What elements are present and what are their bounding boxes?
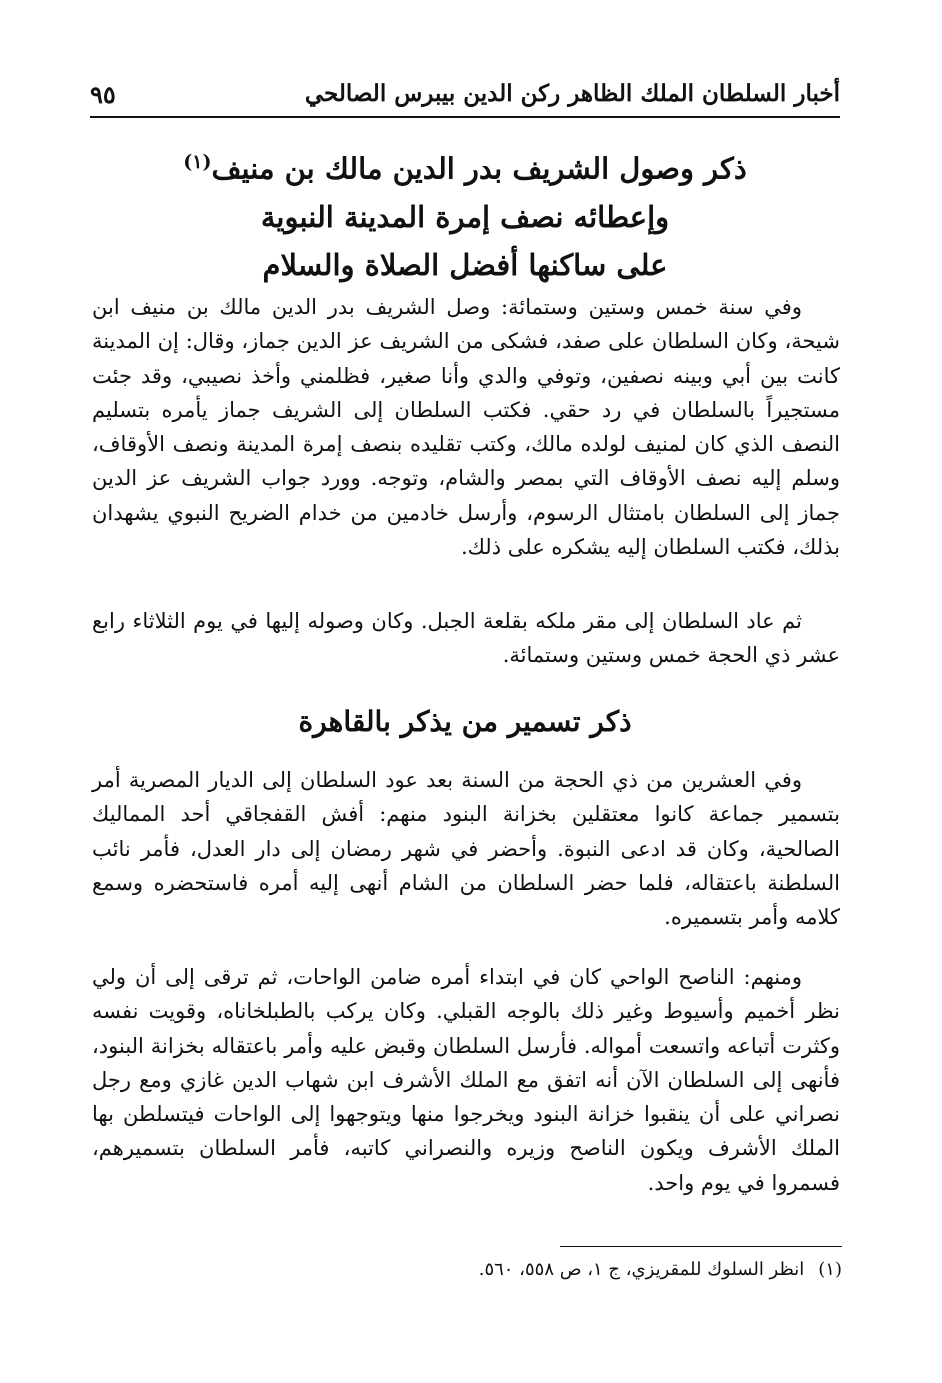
heading-line-1 [90, 138, 840, 193]
page-number: ٩٥ [90, 80, 116, 109]
heading-line-1-text: ذكر وصول الشريف بدر الدين مالك بن منيف [211, 151, 747, 186]
footnote-reference: (١) [183, 151, 212, 173]
footnote-divider [560, 1246, 842, 1247]
heading-line-3: على ساكنها أفضل الصلاة والسلام [262, 247, 668, 282]
paragraph-nailing-second: ومنهم: الناصح الواحي كان في ابتداء أمره ضامن الواحات، ثم ترقى إلى أن ولي نظر أخميم وأسيوط وغير ذلك بالوجه القبلي. وكان يركب بالطبلخاناه، وقويت نفسه وكثرت أتباعه واتسعت أمواله. فأرسل السلطان وقبض عليه وأمر باعتقاله بخزانة البنود، فأنهى إلى السلطان الآن أنه اتفق مع الملك الأشرف ابن شهاب الدين غازي ومع رجل نصراني على أن ينقبوا خزانة البنود ويخرجوا منها ويتوجهوا إلى الواحات فيتسلطن بها الملك الأشرف ويكون الناصح وزيره والنصراني كاتبه، فأمر السلطان بتسميرهم، فسمروا في يوم واحد. [92, 965, 840, 1195]
section-heading-arrival [90, 138, 840, 289]
paragraph-arrival: وفي سنة خمس وستين وستمائة: وصل الشريف بدر الدين مالك بن منيف ابن شيحة، وكان السلطان على صفد، فشكى من الشريف عز الدين جماز، وقال: إن المدينة كانت بين أبي وبينه نصفين، وتوفي والدي وأنا صغير، فظلمني وأخذ نصيبي، وقد جئت مستجيراً بالسلطان في رد حقي. فكتب السلطان إلى الشريف جماز يأمره بتسليم النصف الذي كان لمنيف لولده مالك، وكتب تقليده بنصف إمرة المدينة ونصف الأوقاف، وسلم إليه نصف الأوقاف التي بمصر والشام، وتوجه. وورد جواب الشريف عز الدين جماز إلى السلطان بامتثال الرسوم، وأرسل خادمين من خدام الضريح النبوي يشهدان بذلك، فكتب السلطان إليه يشكره على ذلك. [92, 295, 840, 560]
footnote-text: انظر السلوك للمقريزي، ج ١، ص ٥٥٨، ٥٦٠. [478, 1259, 805, 1280]
footnote [242, 1257, 842, 1283]
section-heading-nailing: ذكر تسمير من يذكر بالقاهرة [298, 705, 632, 738]
running-header [90, 78, 840, 118]
footnote-marker: (١) [818, 1259, 842, 1280]
paragraph-nailing-first: وفي العشرين من ذي الحجة من السنة بعد عود السلطان إلى الديار المصرية أمر بتسمير جماعة كانوا معتقلين بخزانة البنود منهم: أفش القفجاقي أحد المماليك الصالحية، وكان قد ادعى النبوة. وأحضر في شهر رمضان إلى دار العدل، فأمر نائب السلطنة باعتقاله، فلما حضر السلطان من الشام أنهى إليه أمره فاستحضره وسمع كلامه وأمر بتسميره. [92, 768, 840, 930]
heading-line-2: وإعطائه نصف إمرة المدينة النبوية [260, 199, 670, 234]
running-title: أخبار السلطان الملك الظاهر ركن الدين بيبرس الصالحي [304, 80, 840, 107]
paragraph-return: ثم عاد السلطان إلى مقر ملكه بقلعة الجبل. وكان وصوله إليها في يوم الثلاثاء رابع عشر ذي الحجة خمس وستين وستمائة. [92, 609, 840, 668]
